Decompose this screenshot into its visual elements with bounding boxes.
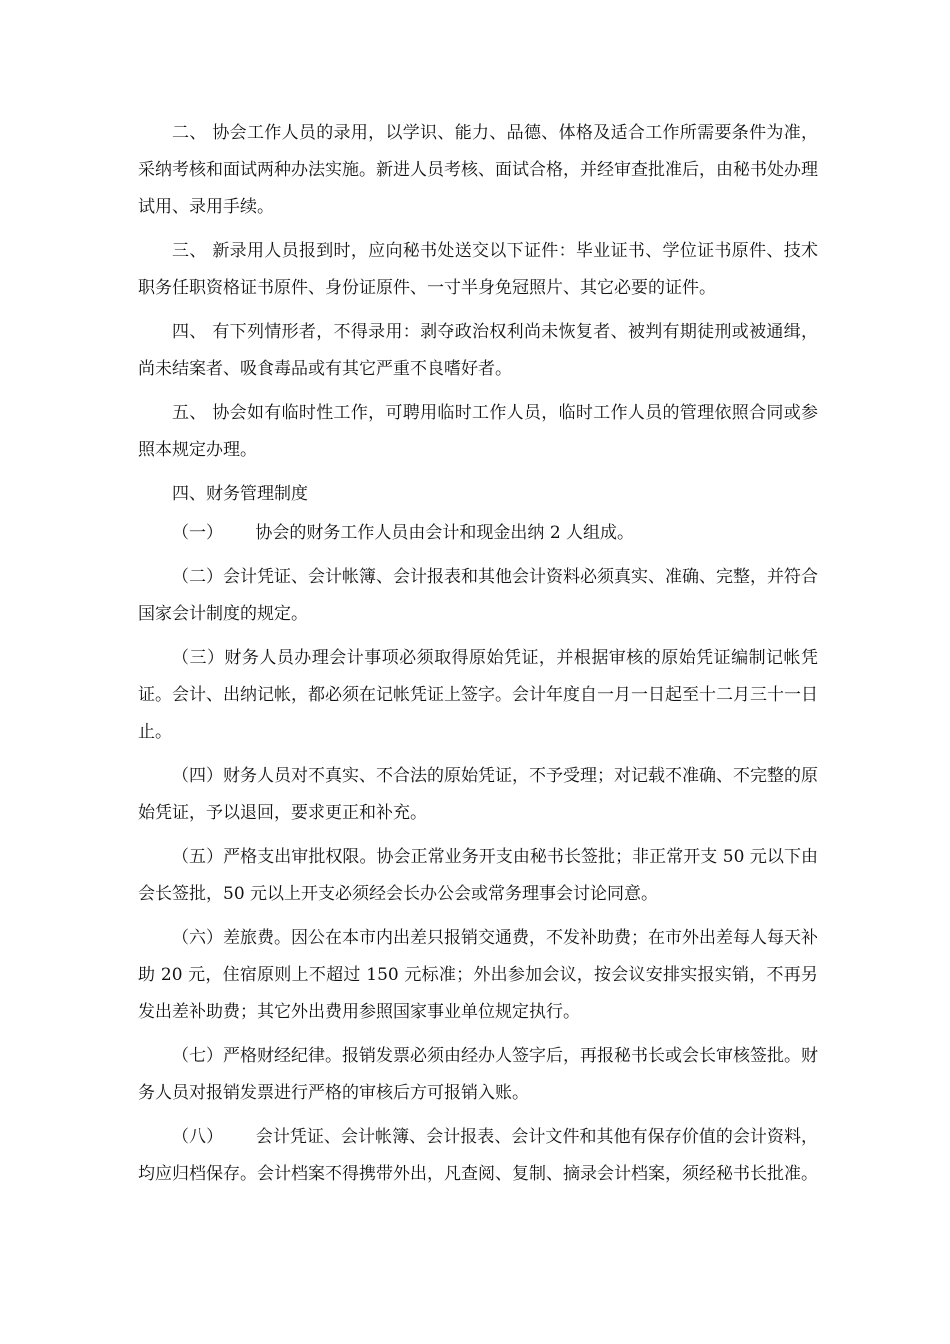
item-text: 会计凭证、会计帐簿、会计报表、会计文件和其他有保存价值的会计资料，均应归档保存。会计档案不得携带外出，凡查阅、复制、摘录会计档案，须经秘书长批准。 xyxy=(138,1127,819,1184)
section-heading: 四、财务管理制度 xyxy=(172,484,308,504)
paragraph-4 xyxy=(138,314,818,388)
finance-item-2 xyxy=(138,559,818,633)
paragraph-text: 有下列情形者，不得录用：剥夺政治权利尚未恢复者、被判有期徒刑或被通缉，尚未结案者、吸食毒品或有其它严重不良嗜好者。 xyxy=(138,322,819,379)
item-number: （二） xyxy=(172,567,223,587)
paragraph-text: 新录用人员报到时，应向秘书处送交以下证件：毕业证书、学位证书原件、技术职务任职资格证书原件、身份证原件、一寸半身免冠照片、其它必要的证件。 xyxy=(138,241,819,298)
item-text: 财务人员办理会计事项必须取得原始凭证，并根据审核的原始凭证编制记帐凭证。会计、出纳记帐，都必须在记帐凭证上签字。会计年度自一月一日起至十二月三十一日止。 xyxy=(138,648,819,742)
item-number: （八） xyxy=(172,1127,224,1147)
item-number: （三） xyxy=(172,648,225,668)
finance-item-4 xyxy=(138,758,818,832)
item-number: （四） xyxy=(172,766,223,786)
document-body xyxy=(138,115,818,1200)
finance-item-6 xyxy=(138,920,818,1031)
paragraph-5 xyxy=(138,395,818,469)
finance-item-5 xyxy=(138,839,818,913)
paragraph-number: 四、 xyxy=(172,322,207,342)
item-number: （六） xyxy=(172,928,223,948)
item-text: 财务人员对不真实、不合法的原始凭证，不予受理；对记载不准确、不完整的原始凭证，予以退回，要求更正和补充。 xyxy=(138,766,818,823)
item-text: 严格财经纪律。报销发票必须由经办人签字后，再报秘书长或会长审核签批。财务人员对报销发票进行严格的审核后方可报销入账。 xyxy=(138,1046,818,1103)
item-number: （五） xyxy=(172,847,224,867)
finance-item-3 xyxy=(138,640,818,751)
paragraph-2 xyxy=(138,115,818,226)
paragraph-number: 三、 xyxy=(172,241,207,261)
finance-item-7 xyxy=(138,1038,818,1112)
item-text: 协会的财务工作人员由会计和现金出纳 2 人组成。 xyxy=(223,523,635,543)
item-number: （一） xyxy=(172,523,223,543)
item-text: 差旅费。因公在本市内出差只报销交通费，不发补助费；在市外出差每人每天补助 20 元，住宿原则上不超过 150 元标准；外出参加会议，按会议安排实报实销，不再另发出差补助费；其它外出费用参照国家事业单位规定执行。 xyxy=(138,928,818,1022)
finance-item-8 xyxy=(138,1119,818,1193)
paragraph-text: 协会如有临时性工作，可聘用临时工作人员，临时工作人员的管理依照合同或参照本规定办理。 xyxy=(138,403,819,460)
finance-item-1 xyxy=(138,515,818,552)
paragraph-text: 协会工作人员的录用，以学识、能力、品德、体格及适合工作所需要条件为准，采纳考核和面试两种办法实施。新进人员考核、面试合格，并经审查批准后，由秘书处办理试用、录用手续。 xyxy=(138,123,819,217)
item-text: 会计凭证、会计帐簿、会计报表和其他会计资料必须真实、准确、完整，并符合国家会计制度的规定。 xyxy=(138,567,818,624)
paragraph-3 xyxy=(138,233,818,307)
item-number: （七） xyxy=(172,1046,223,1066)
paragraph-number: 二、 xyxy=(172,123,207,143)
item-text: 严格支出审批权限。协会正常业务开支由秘书长签批；非正常开支 50 元以下由会长签批，50 元以上开支必须经会长办公会或常务理事会讨论同意。 xyxy=(138,847,819,904)
paragraph-number: 五、 xyxy=(172,403,207,423)
